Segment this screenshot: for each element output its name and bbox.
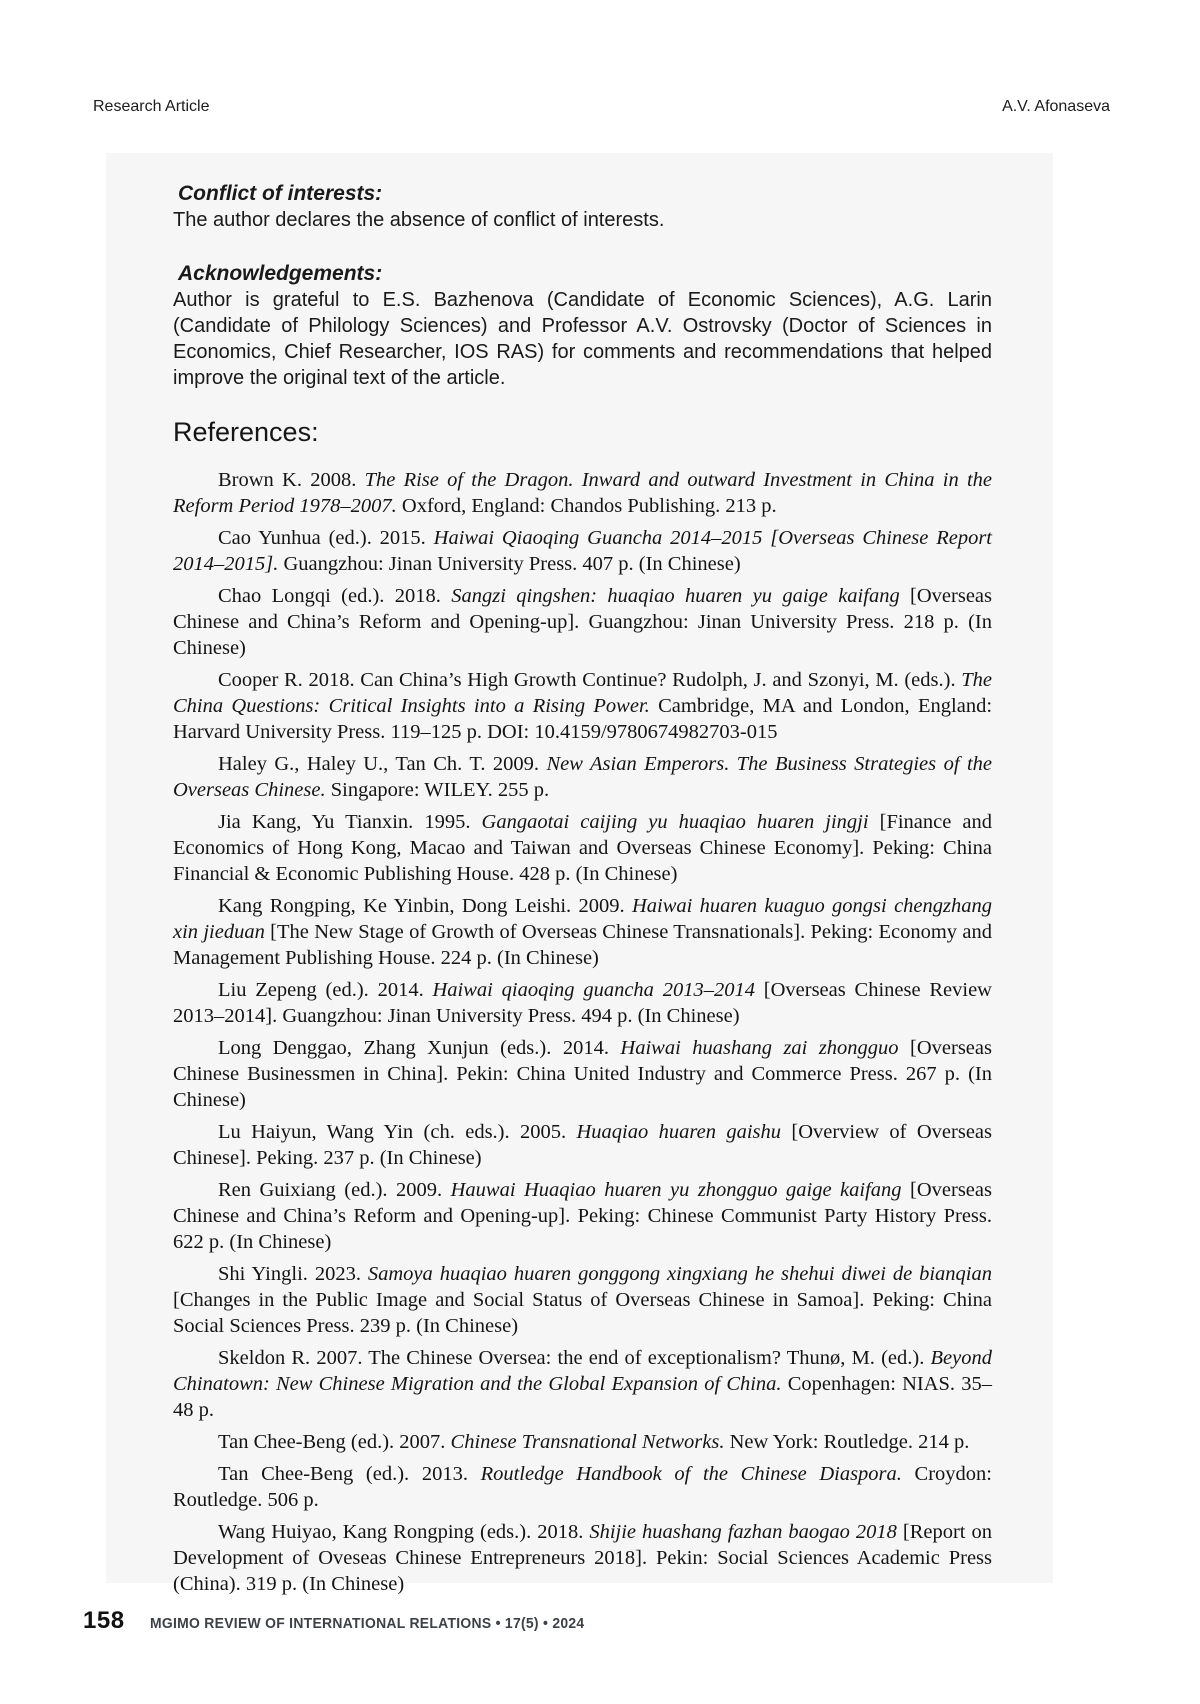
content-panel [106, 153, 1053, 1595]
reference-entry: Tan Chee-Beng (ed.). 2007. Chinese Transnational Networks. New York: Routledge. 214 p. [218, 1431, 970, 1453]
reference-entry: Wang Huiyao, Kang Rongping (eds.). 2018. Shijie huashang fazhan baogao 2018 [Report on Development of Oveseas Chinese Entrepreneurs 2018]. Pekin: Social Sciences Academic Press (China). 319 p. (In Chinese) [173, 1521, 992, 1595]
reference-entry: Long Denggao, Zhang Xunjun (eds.). 2014. Haiwai huashang zai zhongguo [Overseas Chinese Businessmen in China]. Pekin: China United Industry and Commerce Press. 267 p. (In Chinese) [173, 1037, 992, 1111]
reference-entry: Kang Rongping, Ke Yinbin, Dong Leishi. 2009. Haiwai huaren kuaguo gongsi chengzhang xin jieduan [The New Stage of Growth of Overseas Chinese Transnationals]. Peking: Economy and Management Publishing House. 224 p. (In Chinese) [173, 895, 992, 969]
author-name: A.V. Afonaseva [1002, 98, 1110, 115]
reference-entry: Tan Chee-Beng (ed.). 2013. Routledge Handbook of the Chinese Diaspora. Croydon: Routledge. 506 p. [173, 1463, 992, 1511]
conflict-of-interests-heading: Conflict of interests: [178, 182, 383, 205]
reference-entry: Cooper R. 2018. Can China’s High Growth Continue? Rudolph, J. and Szonyi, M. (eds.). The China Questions: Critical Insights into a Rising Power. Cambridge, MA and London, England: Harvard University Press. 119–125 p. DOI: 10.4159/9780674982703-015 [173, 669, 993, 743]
reference-entry: Cao Yunhua (ed.). 2015. Haiwai Qiaoqing Guancha 2014–2015 [Overseas Chinese Report 2014–2015]. Guangzhou: Jinan University Press. 407 p. (In Chinese) [173, 527, 992, 575]
reference-entry: Ren Guixiang (ed.). 2009. Hauwai Huaqiao huaren yu zhongguo gaige kaifang [Overseas Chinese and China’s Reform and Opening-up]. Peking: Chinese Communist Party History Press. 622 p. (In Chinese) [173, 1179, 992, 1253]
reference-entry: Shi Yingli. 2023. Samoya huaqiao huaren gonggong xingxiang he shehui diwei de bianqian [Changes in the Public Image and Social Status of Overseas Chinese in Samoa]. Peking: China Social Sciences Press. 239 p. (In Chinese) [173, 1263, 992, 1337]
page-footer [83, 1607, 602, 1635]
references-heading: References: [173, 417, 319, 447]
reference-entry: Chao Longqi (ed.). 2018. Sangzi qingshen: huaqiao huaren yu gaige kaifang [Overseas Chinese and China’s Reform and Opening-up]. Guangzhou: Jinan University Press. 218 p. (In Chinese) [173, 585, 993, 659]
reference-entry: Haley G., Haley U., Tan Ch. T. 2009. New Asian Emperors. The Business Strategies of the Overseas Chinese. Singapore: WILEY. 255 p. [173, 753, 992, 801]
reference-entry: Lu Haiyun, Wang Yin (ch. eds.). 2005. Huaqiao huaren gaishu [Overview of Overseas Chinese]. Peking. 237 p. (In Chinese) [173, 1121, 992, 1169]
acknowledgements-heading: Acknowledgements: [178, 262, 383, 285]
conflict-of-interests-body: The author declares the absence of conflict of interests. [173, 209, 665, 231]
references-list [173, 467, 992, 1597]
reference-entry: Skeldon R. 2007. The Chinese Oversea: the end of exceptionalism? Thunø, M. (ed.). Beyond Chinatown: New Chinese Migration and the Global Expansion of China. Copenhagen: NIAS. 35–48 p. [173, 1347, 992, 1421]
page-number: 158 [83, 1607, 125, 1634]
page-header [93, 98, 1110, 116]
acknowledgements-body: Author is grateful to E.S. Bazhenova (Candidate of Economic Sciences), A.G. Larin (Candidate of Philology Sciences) and Professor A.V. Ostrovsky (Doctor of Sciences in Economics, Chief Researcher, IOS RAS) for comments and recommendations that helped improve the original text of the article. [173, 289, 992, 389]
reference-entry: Liu Zepeng (ed.). 2014. Haiwai qiaoqing guancha 2013–2014 [Overseas Chinese Review 2013–2014]. Guangzhou: Jinan University Press. 494 p. (In Chinese) [173, 979, 992, 1027]
article-type-label: Research Article [93, 98, 210, 115]
reference-entry: Jia Kang, Yu Tianxin. 1995. Gangaotai caijing yu huaqiao huaren jingji [Finance and Economics of Hong Kong, Macao and Taiwan and Overseas Chinese Economy]. Peking: China Financial & Economic Publishing House. 428 p. (In Chinese) [173, 811, 992, 885]
reference-entry: Brown K. 2008. The Rise of the Dragon. Inward and outward Investment in China in the Reform Period 1978–2007. Oxford, England: Chandos Publishing. 213 p. [173, 469, 992, 517]
journal-footer: MGIMO REVIEW OF INTERNATIONAL RELATIONS • 17(5) • 2024 [149, 1616, 584, 1632]
